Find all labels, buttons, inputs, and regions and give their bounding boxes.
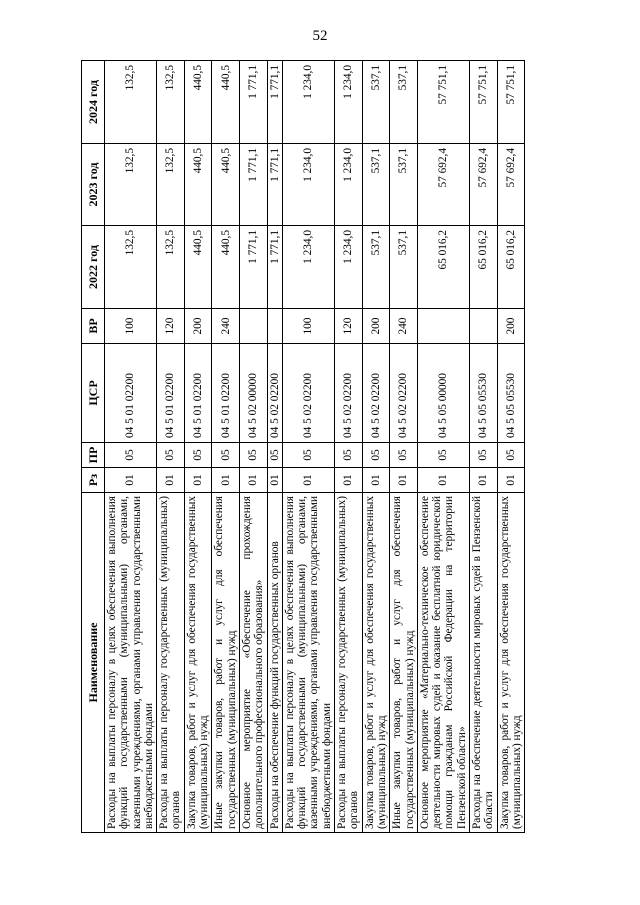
cell-name: Расходы на обеспечение функций государственных органов (267, 493, 282, 833)
cell-pr: 05 (184, 443, 212, 468)
cell-2024: 537,1 (362, 61, 390, 144)
cell-csr: 04 5 01 02200 (212, 344, 240, 443)
cell-vr: 200 (497, 309, 525, 344)
cell-vr: 100 (282, 309, 334, 344)
table-row (497, 61, 525, 833)
cell-rz: 01 (105, 468, 157, 493)
cell-csr: 04 5 02 02200 (390, 344, 418, 443)
cell-2022: 132,5 (105, 226, 157, 309)
table-row (239, 61, 267, 833)
cell-2022: 65 016,2 (470, 226, 498, 309)
cell-rz: 01 (470, 468, 498, 493)
cell-2022: 65 016,2 (497, 226, 525, 309)
cell-2023: 537,1 (362, 144, 390, 226)
cell-2023: 132,5 (105, 144, 157, 226)
cell-rz: 01 (497, 468, 525, 493)
cell-name: Расходы на обеспечение деятельности мировых судей в Пензенской области (470, 493, 498, 833)
header-vr: ВР (82, 309, 105, 344)
cell-rz: 01 (184, 468, 212, 493)
cell-name: Расходы на выплаты персоналу государственных (муниципальных) органов (335, 493, 363, 833)
cell-2023: 57 692,4 (497, 144, 525, 226)
cell-pr: 05 (497, 443, 525, 468)
cell-csr: 04 5 01 02200 (157, 344, 185, 443)
table-row (362, 61, 390, 833)
cell-name: Иные закупки товаров, работ и услуг для обеспечения государственных (муниципальных) нужд (212, 493, 240, 833)
header-2022: 2022 год (82, 226, 105, 309)
cell-vr: 100 (105, 309, 157, 344)
cell-2024: 57 751,1 (417, 61, 469, 144)
cell-vr (470, 309, 498, 344)
cell-vr (267, 309, 282, 344)
cell-vr: 120 (157, 309, 185, 344)
header-2024: 2024 год (82, 61, 105, 144)
cell-csr: 04 5 02 02200 (335, 344, 363, 443)
cell-vr: 240 (390, 309, 418, 344)
cell-rz: 01 (362, 468, 390, 493)
cell-vr: 120 (335, 309, 363, 344)
cell-csr: 04 5 05 05530 (497, 344, 525, 443)
cell-2023: 57 692,4 (417, 144, 469, 226)
cell-2023: 1 771,1 (239, 144, 267, 226)
cell-vr: 200 (362, 309, 390, 344)
cell-pr: 05 (105, 443, 157, 468)
budget-table (81, 60, 525, 833)
cell-2024: 1 234,0 (282, 61, 334, 144)
cell-rz: 01 (282, 468, 334, 493)
cell-csr: 04 5 01 02200 (184, 344, 212, 443)
cell-pr: 05 (390, 443, 418, 468)
table-row (157, 61, 185, 833)
cell-2023: 1 234,0 (335, 144, 363, 226)
cell-rz: 01 (417, 468, 469, 493)
cell-pr: 05 (212, 443, 240, 468)
table-row (390, 61, 418, 833)
table-row (282, 61, 334, 833)
cell-2022: 440,5 (212, 226, 240, 309)
header-rz: Рз (82, 468, 105, 493)
cell-csr: 04 5 02 02200 (282, 344, 334, 443)
cell-rz: 01 (157, 468, 185, 493)
cell-2023: 537,1 (390, 144, 418, 226)
cell-2022: 1 771,1 (239, 226, 267, 309)
cell-pr: 05 (335, 443, 363, 468)
cell-csr: 04 5 02 02200 (362, 344, 390, 443)
cell-pr: 05 (267, 443, 282, 468)
cell-2024: 1 771,1 (267, 61, 282, 144)
cell-2023: 1 234,0 (282, 144, 334, 226)
cell-rz: 01 (212, 468, 240, 493)
cell-name: Иные закупки товаров, работ и услуг для обеспечения государственных (муниципальных) нужд (390, 493, 418, 833)
cell-name: Расходы на выплаты персоналу государственных (муниципальных) органов (157, 493, 185, 833)
table-row (335, 61, 363, 833)
cell-2024: 1 771,1 (239, 61, 267, 144)
cell-pr: 05 (157, 443, 185, 468)
table-row (417, 61, 469, 833)
cell-name: Основное мероприятие «Материально-техническое обеспечение деятельности мировых судей и оказание бесплатной юридической помощи гражданам Российской Федерации на территории Пензенской области» (417, 493, 469, 833)
cell-2023: 440,5 (184, 144, 212, 226)
cell-2022: 132,5 (157, 226, 185, 309)
cell-csr: 04 5 01 02200 (105, 344, 157, 443)
cell-2024: 132,5 (157, 61, 185, 144)
cell-name: Расходы на выплаты персоналу в целях обеспечения выполнения функций государственными (муниципальными) органами, казенными учреждениями, органами управления государственными внебюджетными фондами (282, 493, 334, 833)
cell-pr: 05 (239, 443, 267, 468)
cell-vr (239, 309, 267, 344)
cell-csr: 04 5 02 00000 (239, 344, 267, 443)
table-row (470, 61, 498, 833)
header-2023: 2023 год (82, 144, 105, 226)
cell-rz: 01 (267, 468, 282, 493)
cell-name: Расходы на выплаты персоналу в целях обеспечения выполнения функций государственными (муниципальными) органами, казенными учреждениями, органами управления государственными внебюджетными фондами (105, 493, 157, 833)
cell-pr: 05 (417, 443, 469, 468)
header-name: Наименование (82, 493, 105, 833)
cell-rz: 01 (239, 468, 267, 493)
rotated-table-inner (81, 61, 567, 833)
cell-2023: 440,5 (212, 144, 240, 226)
header-csr: ЦСР (82, 344, 105, 443)
cell-2023: 132,5 (157, 144, 185, 226)
cell-2022: 537,1 (390, 226, 418, 309)
cell-2022: 1 771,1 (267, 226, 282, 309)
cell-2022: 1 234,0 (282, 226, 334, 309)
table-row (267, 61, 282, 833)
cell-csr: 04 5 05 05530 (470, 344, 498, 443)
header-pr: ПР (82, 443, 105, 468)
cell-vr: 200 (184, 309, 212, 344)
cell-2023: 1 771,1 (267, 144, 282, 226)
cell-2022: 65 016,2 (417, 226, 469, 309)
cell-2024: 537,1 (390, 61, 418, 144)
cell-2023: 57 692,4 (470, 144, 498, 226)
cell-name: Основное мероприятие «Обеспечение прохождения дополнительного профессионального образования» (239, 493, 267, 833)
cell-2022: 1 234,0 (335, 226, 363, 309)
cell-pr: 05 (470, 443, 498, 468)
cell-vr (417, 309, 469, 344)
cell-2024: 440,5 (184, 61, 212, 144)
cell-name: Закупка товаров, работ и услуг для обеспечения государственных (муниципальных) нужд (362, 493, 390, 833)
rotated-table-container (81, 61, 567, 833)
cell-2024: 57 751,1 (470, 61, 498, 144)
table-header-row (82, 61, 105, 833)
cell-2024: 132,5 (105, 61, 157, 144)
cell-rz: 01 (335, 468, 363, 493)
cell-vr: 240 (212, 309, 240, 344)
cell-csr: 04 5 02 02200 (267, 344, 282, 443)
cell-pr: 05 (362, 443, 390, 468)
cell-2024: 1 234,0 (335, 61, 363, 144)
table-row (184, 61, 212, 833)
cell-name: Закупка товаров, работ и услуг для обеспечения государственных (муниципальных) нужд (184, 493, 212, 833)
cell-2022: 537,1 (362, 226, 390, 309)
page-number: 52 (312, 28, 328, 44)
cell-rz: 01 (390, 468, 418, 493)
table-row (105, 61, 157, 833)
cell-name: Закупка товаров, работ и услуг для обеспечения государственных (муниципальных) нужд (497, 493, 525, 833)
cell-csr: 04 5 05 00000 (417, 344, 469, 443)
cell-pr: 05 (282, 443, 334, 468)
cell-2024: 440,5 (212, 61, 240, 144)
cell-2024: 57 751,1 (497, 61, 525, 144)
table-row (212, 61, 240, 833)
cell-2022: 440,5 (184, 226, 212, 309)
